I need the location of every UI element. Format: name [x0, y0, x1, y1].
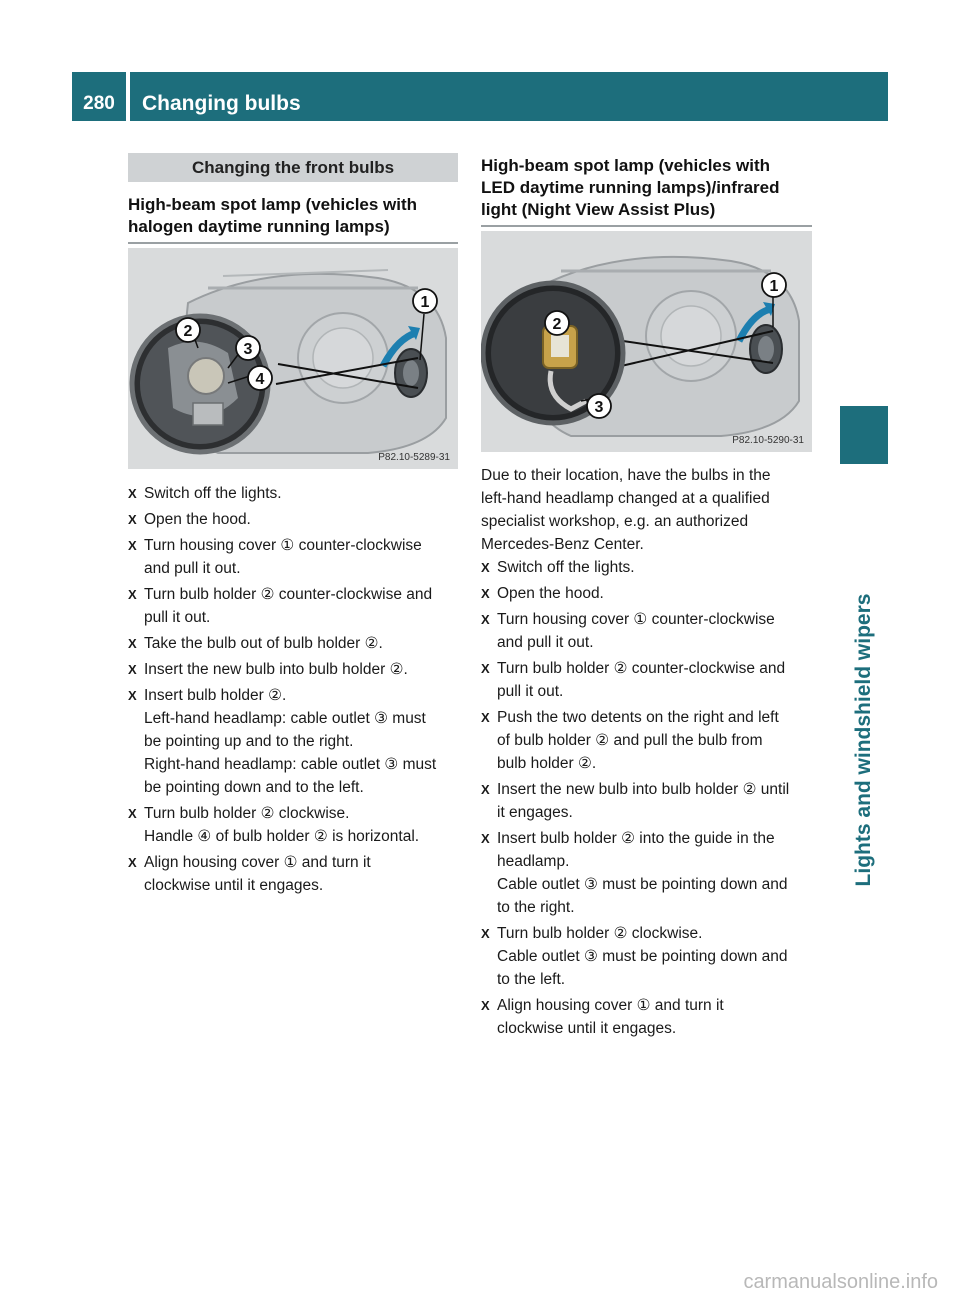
headlamp-illustration-led	[481, 231, 812, 452]
step-text: Insert bulb holder ② into the guide in the	[497, 830, 775, 847]
intro-line: left-hand headlamp changed at a qualified	[481, 490, 770, 507]
step-text: and pull it out.	[497, 634, 594, 651]
step-text: pull it out.	[497, 683, 564, 700]
step-text: Turn bulb holder ② clockwise.	[497, 925, 703, 942]
instruction-step	[128, 583, 458, 629]
step-marker-icon: X	[481, 560, 490, 575]
instruction-step	[481, 657, 812, 703]
right-subheading-line: LED daytime running lamps)/infrared	[481, 178, 780, 197]
step-text: Align housing cover ① and turn it	[497, 997, 724, 1014]
headlamp-illustration-halogen	[128, 248, 458, 469]
step-text: of bulb holder ② and pull the bulb from	[497, 732, 763, 749]
right-subheading-line: light (Night View Assist Plus)	[481, 200, 716, 219]
callout-4-label: 4	[255, 371, 265, 388]
right-subheading-line: High-beam spot lamp (vehicles with	[481, 156, 771, 175]
right-steps-list	[481, 556, 812, 1043]
left-subheading-line: High-beam spot lamp (vehicles with	[128, 195, 418, 214]
step-text: Insert the new bulb into bulb holder ② until	[497, 781, 790, 798]
step-marker-icon: X	[481, 661, 490, 676]
page-number: 280	[83, 93, 115, 114]
right-intro	[481, 464, 812, 556]
figure-code: P82.10-5290-31	[732, 435, 804, 446]
right-subheading-block	[481, 155, 812, 227]
step-marker-icon: X	[481, 998, 490, 1013]
step-marker-icon: X	[128, 688, 137, 703]
step-text: pull it out.	[144, 609, 211, 626]
step-marker-icon: X	[128, 662, 137, 677]
side-tab-marker	[840, 406, 888, 464]
step-marker-icon: X	[128, 512, 137, 527]
instruction-step	[128, 851, 458, 897]
step-text: Right-hand headlamp: cable outlet ③ must	[144, 756, 437, 773]
callout-1	[762, 273, 786, 297]
step-text: Handle ④ of bulb holder ② is horizontal.	[144, 828, 420, 845]
left-subheading	[128, 194, 458, 244]
step-text: Switch off the lights.	[144, 485, 282, 502]
step-marker-icon: X	[128, 806, 137, 821]
callout-1-label: 1	[769, 278, 779, 295]
step-marker-icon: X	[481, 831, 490, 846]
step-text: Align housing cover ① and turn it	[144, 854, 371, 871]
callout-2-label: 2	[552, 316, 562, 333]
instruction-step	[481, 706, 812, 775]
step-marker-icon: X	[481, 926, 490, 941]
instruction-step	[481, 582, 812, 605]
step-text: to the left.	[497, 971, 566, 988]
callout-3-label: 3	[243, 341, 253, 358]
instruction-step	[481, 827, 812, 919]
step-text: Turn bulb holder ② counter-clockwise and	[144, 586, 433, 603]
step-marker-icon: X	[481, 782, 490, 797]
step-text: Left-hand headlamp: cable outlet ③ must	[144, 710, 426, 727]
callout-3	[236, 336, 260, 360]
intro-line: Mercedes-Benz Center.	[481, 536, 644, 553]
instruction-step	[481, 556, 812, 579]
step-text: Cable outlet ③ must be pointing down and	[497, 948, 788, 965]
step-text: headlamp.	[497, 853, 570, 870]
step-marker-icon: X	[128, 587, 137, 602]
figure-code: P82.10-5289-31	[378, 452, 450, 463]
callout-1	[413, 289, 437, 313]
intro-line: specialist workshop, e.g. an authorized	[481, 513, 749, 530]
step-text: Take the bulb out of bulb holder ②.	[144, 635, 383, 652]
instruction-step	[481, 608, 812, 654]
instruction-step	[128, 508, 458, 531]
step-text: bulb holder ②.	[497, 755, 597, 772]
callout-2	[545, 311, 569, 335]
step-marker-icon: X	[481, 586, 490, 601]
step-marker-icon: X	[481, 710, 490, 725]
step-text: Turn bulb holder ② counter-clockwise and	[497, 660, 786, 677]
side-tab-label: Lights and windshield wipers	[852, 593, 875, 887]
chapter-title: Changing bulbs	[142, 92, 301, 115]
step-text: Push the two detents on the right and left	[497, 709, 779, 726]
step-text: be pointing up and to the right.	[144, 733, 354, 750]
step-text: Turn housing cover ① counter-clockwise	[497, 611, 775, 628]
left-steps-list	[128, 482, 458, 900]
instruction-step	[128, 658, 458, 681]
step-text: clockwise until it engages.	[144, 877, 324, 894]
step-marker-icon: X	[128, 636, 137, 651]
watermark: carmanualsonline.info	[743, 1271, 938, 1293]
step-text: Open the hood.	[144, 511, 251, 528]
step-text: Turn housing cover ① counter-clockwise	[144, 537, 422, 554]
instruction-step	[128, 684, 458, 799]
step-marker-icon: X	[128, 538, 137, 553]
step-text: and pull it out.	[144, 560, 241, 577]
step-text: Insert the new bulb into bulb holder ②.	[144, 661, 408, 678]
step-marker-icon: X	[128, 855, 137, 870]
callout-2-label: 2	[183, 323, 193, 340]
step-text: Open the hood.	[497, 585, 604, 602]
section-title: Changing the front bulbs	[128, 153, 458, 182]
page-header	[72, 72, 888, 121]
instruction-step	[128, 534, 458, 580]
callout-3	[587, 394, 611, 418]
instruction-step	[481, 994, 812, 1040]
right-figure	[481, 231, 812, 452]
callout-2	[176, 318, 200, 342]
instruction-step	[481, 778, 812, 824]
instruction-step	[128, 802, 458, 848]
callout-4	[248, 366, 272, 390]
right-subheading	[481, 155, 812, 227]
left-figure	[128, 248, 458, 469]
callout-3-label: 3	[594, 399, 604, 416]
instruction-step	[128, 482, 458, 505]
step-text: be pointing down and to the left.	[144, 779, 364, 796]
intro-line: Due to their location, have the bulbs in the	[481, 467, 771, 484]
left-subheading-block	[128, 194, 458, 244]
left-subheading-line: halogen daytime running lamps)	[128, 217, 390, 236]
step-text: clockwise until it engages.	[497, 1020, 677, 1037]
callout-1-label: 1	[420, 294, 430, 311]
step-text: Cable outlet ③ must be pointing down and	[497, 876, 788, 893]
step-marker-icon: X	[128, 486, 137, 501]
step-marker-icon: X	[481, 612, 490, 627]
step-text: to the right.	[497, 899, 575, 916]
step-text: Switch off the lights.	[497, 559, 635, 576]
step-text: it engages.	[497, 804, 573, 821]
instruction-step	[481, 922, 812, 991]
step-text: Turn bulb holder ② clockwise.	[144, 805, 350, 822]
step-text: Insert bulb holder ②.	[144, 687, 287, 704]
header-divider	[126, 72, 130, 121]
instruction-step	[128, 632, 458, 655]
